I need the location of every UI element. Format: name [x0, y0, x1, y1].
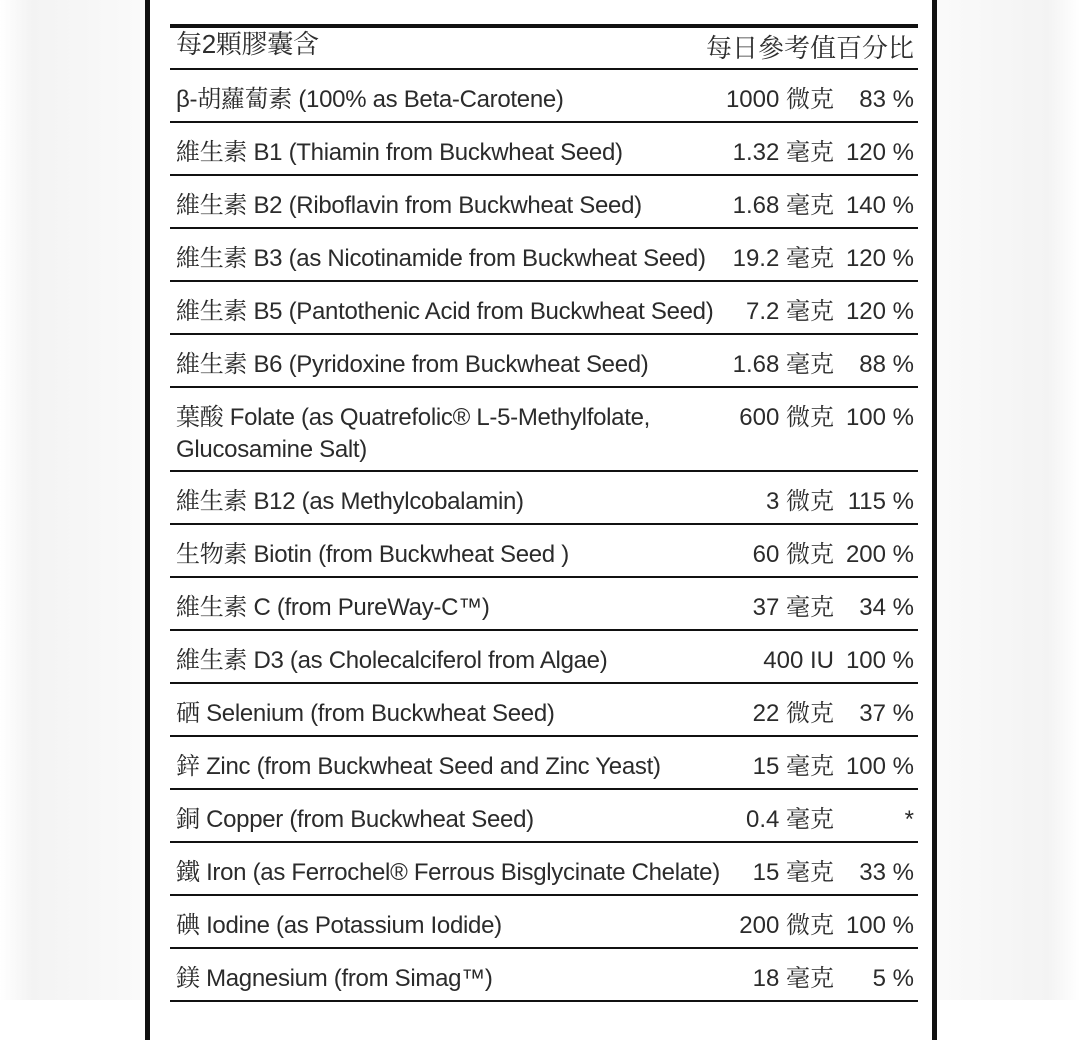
nutrient-name: β-胡蘿蔔素 (100% as Beta-Carotene) [176, 86, 564, 113]
table-row [170, 737, 918, 790]
nutrient-daily-value: 88 % [859, 351, 914, 378]
nutrient-name: 維生素 B12 (as Methylcobalamin) [176, 488, 524, 515]
nutrient-amount: 1.68 毫克 [732, 351, 834, 378]
nutrient-daily-value: 83 % [859, 86, 914, 113]
nutrient-name: 維生素 D3 (as Cholecalciferol from Algae) [176, 647, 608, 674]
table-row [170, 282, 918, 335]
nutrient-daily-value: 115 % [847, 488, 914, 515]
nutrient-amount: 18 毫克 [752, 965, 834, 992]
nutrient-daily-value: 33 % [859, 859, 914, 886]
nutrient-amount: 1000 微克 [725, 86, 834, 113]
table-row [170, 843, 918, 896]
nutrient-name: 銅 Copper (from Buckwheat Seed) [176, 806, 534, 833]
nutrient-amount: 0.4 毫克 [745, 806, 834, 833]
nutrient-name: 硒 Selenium (from Buckwheat Seed) [176, 700, 555, 727]
nutrient-daily-value: 5 % [872, 965, 914, 992]
table-row [170, 631, 918, 684]
nutrient-amount: 400 IU [763, 647, 834, 674]
nutrient-name: 葉酸 Folate (as Quatrefolic® L-5-Methylfolate, Glucosamine Salt) [176, 404, 650, 463]
table-row [170, 70, 918, 123]
nutrient-amount: 7.2 毫克 [745, 298, 834, 325]
nutrient-amount: 1.68 毫克 [732, 192, 834, 219]
nutrient-daily-value: 120 % [845, 245, 914, 272]
nutrient-amount: 60 微克 [752, 541, 834, 568]
header-daily-value: 每日參考值百分比 [705, 33, 914, 63]
table-row [170, 790, 918, 843]
supplement-facts-panel [145, 0, 937, 1040]
nutrient-daily-value: 100 % [845, 912, 914, 939]
header-per-serving: 每2顆膠囊含 [176, 29, 319, 59]
nutrient-daily-value: 34 % [859, 594, 914, 621]
table-row [170, 578, 918, 631]
table-row [170, 472, 918, 525]
nutrient-amount: 15 毫克 [752, 859, 834, 886]
nutrient-name: 碘 Iodine (as Potassium Iodide) [176, 912, 502, 939]
nutrient-table [170, 28, 918, 1002]
nutrient-daily-value: 200 % [845, 541, 914, 568]
table-row [170, 335, 918, 388]
nutrient-amount: 15 毫克 [752, 753, 834, 780]
table-header [170, 28, 918, 70]
nutrient-amount: 22 微克 [752, 700, 834, 727]
table-row [170, 525, 918, 578]
nutrient-daily-value: 100 % [845, 753, 914, 780]
nutrient-amount: 19.2 毫克 [732, 245, 834, 272]
table-row [170, 949, 918, 1002]
nutrient-daily-value: 100 % [845, 647, 914, 674]
nutrient-name: 鋅 Zinc (from Buckwheat Seed and Zinc Yeast) [176, 753, 661, 780]
nutrient-daily-value: 120 % [845, 298, 914, 325]
table-row [170, 176, 918, 229]
nutrient-amount: 37 毫克 [752, 594, 834, 621]
nutrient-name: 維生素 C (from PureWay-C™) [176, 594, 490, 621]
nutrient-name: 生物素 Biotin (from Buckwheat Seed ) [176, 541, 569, 568]
table-row [170, 388, 918, 472]
table-row [170, 684, 918, 737]
nutrient-daily-value: 100 % [845, 404, 914, 431]
nutrient-amount: 3 微克 [765, 488, 834, 515]
nutrient-daily-value: 120 % [845, 139, 914, 166]
table-row [170, 123, 918, 176]
nutrient-daily-value: * [904, 806, 914, 833]
nutrient-name: 維生素 B5 (Pantothenic Acid from Buckwheat Seed) [176, 298, 714, 325]
nutrient-name: 鐵 Iron (as Ferrochel® Ferrous Bisglycinate Chelate) [176, 859, 720, 886]
nutrient-name: 維生素 B1 (Thiamin from Buckwheat Seed) [176, 139, 623, 166]
nutrient-name: 維生素 B3 (as Nicotinamide from Buckwheat Seed) [176, 245, 706, 272]
table-row [170, 896, 918, 949]
nutrient-name: 維生素 B2 (Riboflavin from Buckwheat Seed) [176, 192, 642, 219]
table-row [170, 229, 918, 282]
nutrient-daily-value: 140 % [845, 192, 914, 219]
nutrient-amount: 1.32 毫克 [732, 139, 834, 166]
nutrient-amount: 200 微克 [739, 912, 834, 939]
nutrient-name: 鎂 Magnesium (from Simag™) [176, 965, 493, 992]
nutrient-name: 維生素 B6 (Pyridoxine from Buckwheat Seed) [176, 351, 649, 378]
nutrient-amount: 600 微克 [739, 404, 834, 431]
nutrient-daily-value: 37 % [859, 700, 914, 727]
